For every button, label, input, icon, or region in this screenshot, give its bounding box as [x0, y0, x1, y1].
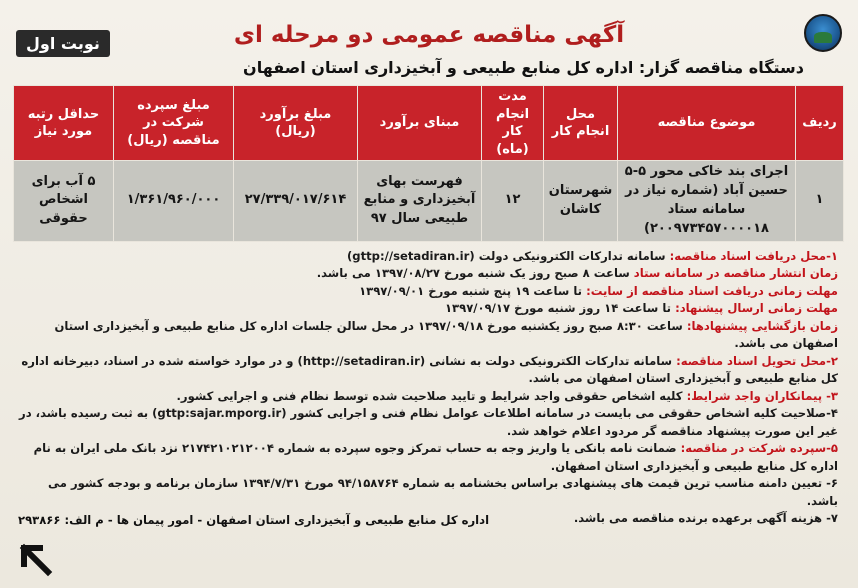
ad-cost-line — [18, 510, 838, 528]
deposit-line — [18, 440, 838, 475]
delivery-location-label: ۲-محل تحویل اسناد مناقصه: — [676, 353, 838, 368]
ad-cost-text: ۷- هزینه آگهی برعهده برنده مناقصه می باشد. — [573, 511, 838, 526]
tender-table — [13, 85, 844, 242]
header-row-number: ردیف — [796, 86, 844, 161]
receive-deadline-line — [18, 283, 838, 301]
price-range-line: ۶- تعیین دامنه مناسب ترین قیمت های پیشنهادی براساس بخشنامه به شماره ۹۴/۱۵۸۷۶۴ مورخ ۱۳۹۴/۷/۳۱ سازمان برنامه و بودجه کشور می باشد. — [48, 476, 838, 508]
notice-body — [14, 248, 844, 528]
header-location: محل انجام کار — [544, 86, 618, 161]
header-subject: موضوع مناقصه — [618, 86, 796, 161]
eligible-contractors-label: ۳- پیمانکاران واجد شرایط: — [686, 388, 838, 403]
publish-time-text: ساعت ۸ صبح روز یک شنبه مورخ ۱۳۹۷/۰۸/۲۷ می باشد. — [316, 266, 634, 281]
organization-logo-icon — [804, 14, 842, 52]
cell-duration: ۱۲ — [482, 161, 544, 241]
arrow-icon — [14, 538, 54, 578]
publish-time-label: زمان انتشار مناقصه در سامانه ستاد — [633, 266, 838, 281]
signature: اداره کل منابع طبیعی و آبخیزداری استان اصفهان - امور پیمان ها - م الف: ۲۹۳۸۶۶ — [18, 513, 490, 528]
cell-estimate-amount: ۲۷/۳۳۹/۰۱۷/۶۱۴ — [234, 161, 358, 241]
deposit-text: ضمانت نامه بانکی یا واریز وجه به حساب تمرکز وجوه سپرده به شماره ۲۱۷۴۲۱۰۲۱۲۰۰۴ نزد بانک ملی ایران به نام اداره کل منابع طبیعی و آبخیزداری استان اصفهان. — [33, 441, 838, 473]
doc-location-label: ۱-محل دریافت اسناد مناقصه: — [669, 248, 838, 263]
publish-time-line — [18, 265, 838, 283]
table-header-row — [14, 86, 844, 161]
doc-location-line — [18, 248, 838, 266]
cell-subject: اجرای بند خاکی محور ۵-۵ حسین آباد (شماره نیاز در سامانه ستاد ۲۰۰۹۷۳۴۵۷۰۰۰۰۱۸) — [618, 161, 796, 241]
cell-min-rank: ۵ آب برای اشخاص حقوقی — [14, 161, 114, 241]
receive-deadline-label: مهلت زمانی دریافت اسناد مناقصه از سایت: — [586, 283, 838, 298]
table-row — [14, 161, 844, 241]
publication-badge: نوبت اول — [16, 30, 110, 57]
opening-time-text: ساعت ۸:۳۰ صبح روز یکشنبه مورخ ۱۳۹۷/۰۹/۱۸ در محل سالن جلسات اداره کل منابع طبیعی و آبخیزداری استان اصفهان می باشد. — [54, 318, 838, 351]
header-estimate-amount: مبلغ برآورد (ریال) — [234, 86, 358, 161]
opening-time-label: زمان بازگشایی پیشنهادها: — [686, 318, 838, 333]
eligible-contractors-line — [18, 388, 838, 406]
header-min-rank: حداقل رتبه مورد نیاز — [14, 86, 114, 161]
receive-deadline-text: تا ساعت ۱۹ پنج شنبه مورخ ۱۳۹۷/۰۹/۰۱ — [359, 283, 587, 298]
cell-estimate-basis: فهرست بهای آبخیزداری و منابع طبیعی سال ۹۷ — [358, 161, 482, 241]
cell-row-number: ۱ — [796, 161, 844, 241]
notice-title: آگهی مناقصه عمومی دو مرحله ای — [233, 22, 625, 48]
cell-location: شهرستان کاشان — [544, 161, 618, 241]
cell-deposit: ۱/۳۶۱/۹۶۰/۰۰۰ — [114, 161, 234, 241]
opening-time-line — [18, 318, 838, 353]
notice-subtitle: دستگاه مناقصه گزار: اداره کل منابع طبیعی و آبخیزداری استان اصفهان — [243, 58, 804, 77]
submit-deadline-line — [18, 300, 838, 318]
delivery-location-text: سامانه تدارکات الکترونیکی دولت به نشانی (http://setadiran.ir) و در موارد خواسته شده در اسناد، دبیرخانه اداره کل منابع طبیعی و آبخیزداری استان اصفهان می باشد. — [21, 353, 838, 386]
header-estimate-basis: مبنای برآورد — [358, 86, 482, 161]
delivery-location-line — [18, 353, 838, 388]
header-duration: مدت انجام کار (ماه) — [482, 86, 544, 161]
doc-location-text: سامانه تدارکات الکترونیکی دولت (gttp://setadiran.ir) — [346, 248, 670, 263]
eligible-contractors-text: کلیه اشخاص حقوقی واجد شرایط و تایید صلاحیت شده توسط نظام فنی و اجرایی کشور. — [176, 388, 687, 403]
qualification-line: ۴-صلاحیت کلیه اشخاص حقوقی می بایست در سامانه اطلاعات عوامل نظام فنی و اجرایی کشور (gttp:sajar.mporg.ir) به ثبت رسیده باشد، در غیر این صورت پیشنهاد مناقصه گر مردود اعلام خواهد شد. — [19, 406, 838, 438]
submit-deadline-text: تا ساعت ۱۴ روز شنبه مورخ ۱۳۹۷/۰۹/۱۷ — [444, 301, 676, 316]
deposit-label: ۵-سپرده شرکت در مناقصه: — [680, 441, 838, 456]
submit-deadline-label: مهلت زمانی ارسال پیشنهاد: — [675, 301, 838, 316]
header-deposit: مبلغ سپرده شرکت در مناقصه (ریال) — [114, 86, 234, 161]
